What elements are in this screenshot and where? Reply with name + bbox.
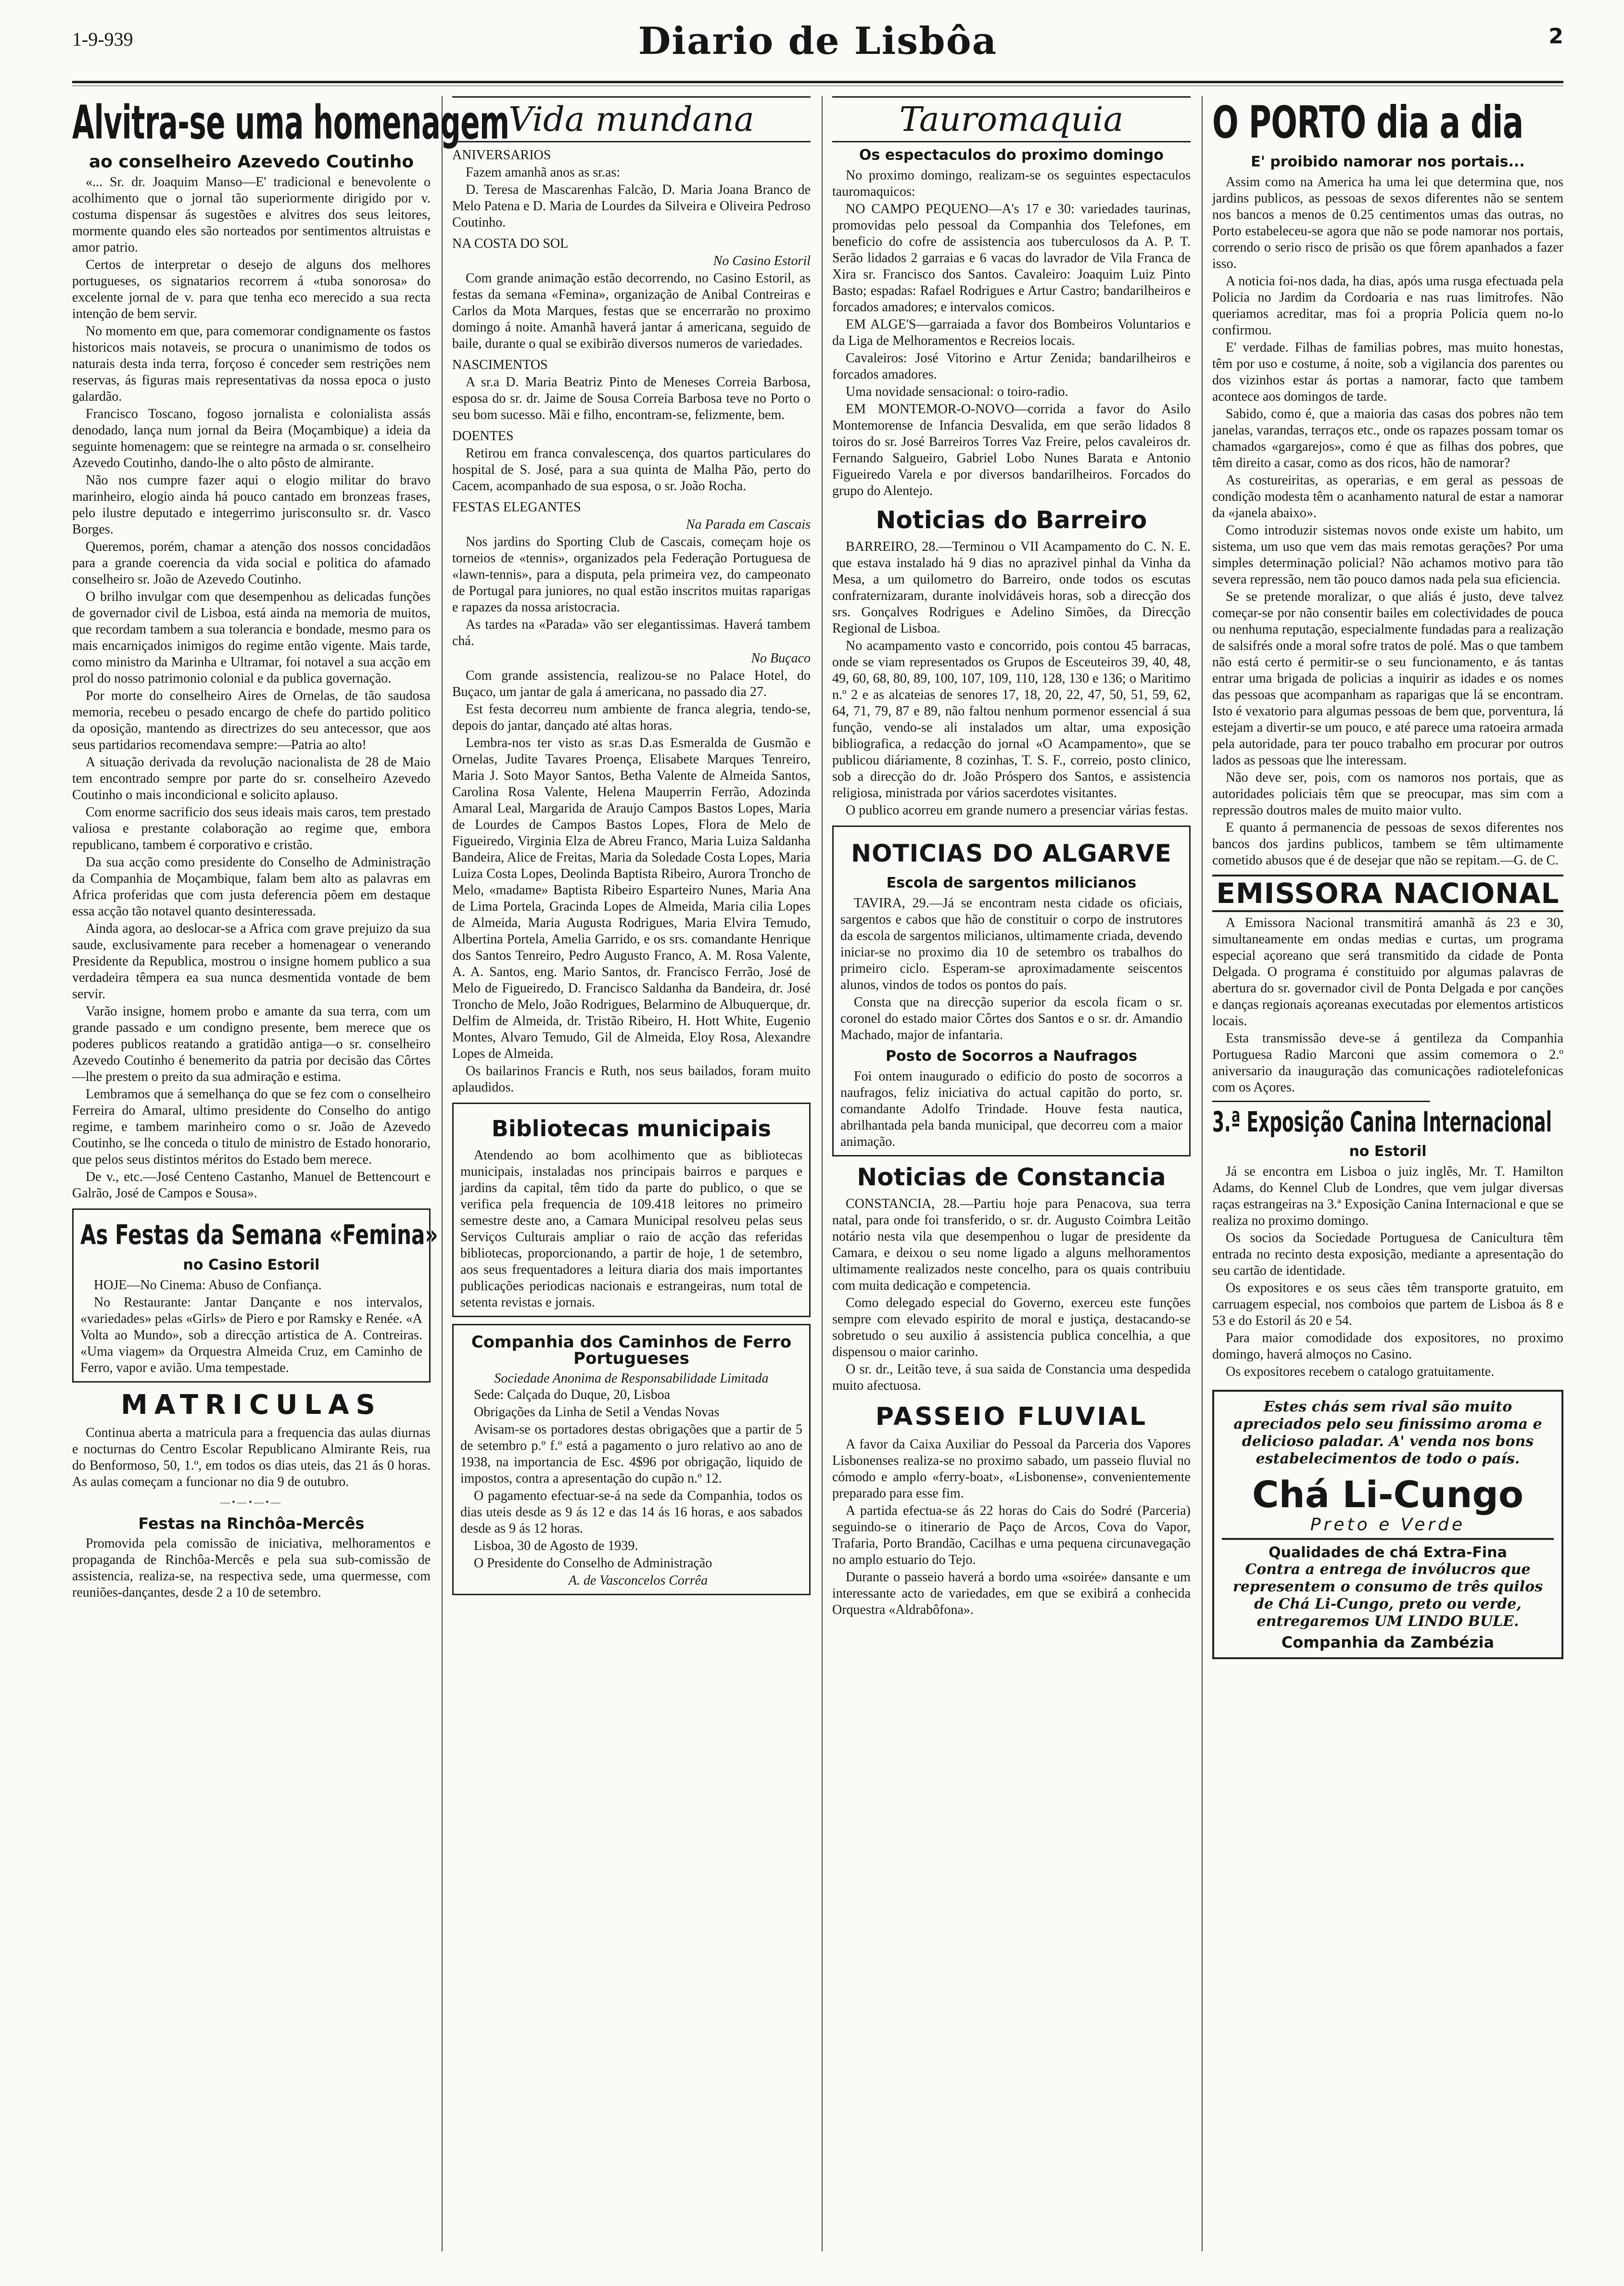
article-companhia: [460, 1387, 802, 1572]
article-tauromaquia: [832, 167, 1191, 499]
article-passeio: [832, 1436, 1191, 1618]
issue-date: 1-9-939: [72, 28, 133, 50]
paragraph: O Presidente do Conselho de Administração: [474, 1556, 712, 1571]
sections-vida-mundana: [452, 147, 811, 1096]
paragraph: Os expositores e os seus cães têm transporte gratuito, em carruagem especial, nos comboios que partem de Lisboa ás 8 e 53 e do Estoril ás 20 e 54.: [1212, 1281, 1563, 1328]
paragraph: O sr. dr., Leitão teve, á sua saida de Constancia uma despedida muito afectuosa.: [832, 1362, 1191, 1393]
headline-barreiro: Noticias do Barreiro: [875, 506, 1147, 534]
paragraph: No proximo domingo, realizam-se os seguintes espectaculos tauromaquicos:: [832, 168, 1191, 199]
page-number: 2: [1548, 24, 1563, 49]
column-3: [832, 96, 1191, 2251]
newspaper-title: Diario de Lisbôa: [638, 19, 998, 63]
paragraph: Para maior comodidade dos expositores, no proximo domingo, haverá almoços no Casino.: [1212, 1331, 1563, 1362]
headline-companhia: Companhia dos Caminhos de Ferro Portugueses: [471, 1333, 792, 1368]
paragraph: E quanto á permanencia de pessoas de sexos diferentes nos bancos dos jardins publicos, tambem se têm ultimamente cometido abusos que é de desejar que não se repitam.—G. de C.: [1212, 820, 1563, 868]
headline-matriculas: MATRICULAS: [121, 1389, 382, 1421]
paragraph: No Restaurante: Jantar Dançante e nos intervalos, «variedades» pelas «Girls» de Piero e por Ramsky e Renée. «A Volta ao Mundo», sob a direcção artistica de A. Contreiras. «Uma viagem» da Orquestra Almeida Cruz, em Caminho de Ferro, vapor e avião. Uma tempestade.: [80, 1295, 422, 1375]
masthead-rule: [72, 81, 1563, 83]
separator: —•—•—•—: [220, 1497, 282, 1508]
column-divider: [822, 96, 823, 2251]
paragraph: O pagamento efectuar-se-á na sede da Companhia, todos os dias uteis desde as 9 ás 12 e das 14 ás 16 horas, e aos sabados desde as 9 ás 12 horas.: [460, 1488, 802, 1536]
article-bibliotecas: Atendendo ao bom acolhimento que as bibliotecas municipais, instaladas nos principais bairros e parques e jardins da capital, têm tido da parte do publico, o que se verifica pela frequencia de 109.418 leitores no primeiro semestre deste ano, a Camara Municipal resolveu pelas seus Serviços Culturais ampliar o raio de acção das referidas bibliotecas, proporcionando, a partir de hoje, 1 de setembro, aos seus frequentadores a leitura diaria dos mais importantes publicações periodicas nacionais e estrangeiras, num total de setenta revistas e jornais.: [460, 1148, 802, 1310]
paragraph: A sr.a D. Maria Beatriz Pinto de Meneses Correia Barbosa, esposa do sr. dr. Jaime de Sousa Correia Barbosa teve no Porto o seu bom sucesso. Mãi e filho, encontram-se, felizmente, bem.: [452, 375, 811, 422]
paragraph: A favor da Caixa Auxiliar do Pessoal da Parceria dos Vapores Lisbonenses realiza-se no proximo sabado, um passeio fluvial no cómodo e amplo «ferry-boat», «Lisbonense», convenientemente preparado para esse fim.: [832, 1437, 1191, 1501]
page-body: [72, 96, 1563, 2261]
paragraph: Com grande assistencia, realizou-se no Palace Hotel, do Buçaco, um jantar de gala á americana, no passado dia 27.: [452, 668, 811, 699]
paragraph: A noticia foi-nos dada, ha dias, após uma rusga efectuada pela Policia no Jardim da Cordoaria e nas ruas limitrofes. Não queriamos acreditar, mas foi a propria Policia quem no-lo confirmou.: [1212, 274, 1563, 338]
paragraph: Assim como na America ha uma lei que determina que, nos jardins publicos, as pessoas de sexos diferentes não se sentem nos bancos a menos de 0.25 centimentos umas das outras, no Porto estabeleceu-se agora que não se pode namorar nos portais, correndo o serio risco de prisão os que fôrem apanhados a fazer isso.: [1212, 175, 1563, 271]
paragraph: As tardes na «Parada» vão ser elegantissimas. Haverá tambem chá.: [452, 617, 811, 648]
paragraph: Por morte do conselheiro Aires de Ornelas, de tão saudosa memoria, recebeu o pesado encargo de chefe do partido politico da oposição, mantendo as directrizes do seu antecessor, que aos seus partidarios recomendava sempre:—Patria ao alto!: [72, 688, 431, 752]
subhead-companhia: Sociedade Anonima de Responsabilidade Limitada: [494, 1371, 769, 1386]
box-festas-femina: [72, 1208, 438, 1383]
paragraph: Da sua acção como presidente do Conselho de Administração da Companhia de Moçambique, falam bem alto as palavras em Africa proferidas que com justa deferencia põem em destaque essa acção tão notavel quanto desinteressada.: [72, 855, 431, 919]
column-divider: [1202, 96, 1203, 2251]
headline-constancia: Noticias de Constancia: [857, 1163, 1166, 1191]
box-algarve: [832, 826, 1191, 1156]
paragraph: Os bailarinos Francis e Ruth, nos seus bailados, foram muito aplaudidos.: [452, 1064, 811, 1095]
paragraph: A situação derivada da revolução nacionalista de 28 de Maio tem encontrado sempre por parte do sr. conselheiro Azevedo Coutinho o mais incondicional e solicito aplauso.: [72, 755, 431, 802]
subhead-porto: E' proibido namorar nos portais...: [1251, 153, 1525, 170]
paragraph: Francisco Toscano, fogoso jornalista e colonialista assás denodado, lança num jornal da Beira (Moçambique) a ideia da seguinte homenagem: que se reintegre na armada o sr. conselheiro Azevedo Coutinho, dando-lhe o alto pôsto de almirante.: [72, 406, 431, 470]
headline-rinchoa: Festas na Rinchôa-Mercês: [138, 1514, 365, 1533]
article-rinchoa: Promovida pela comissão de iniciativa, melhoramentos e propaganda de Rinchôa-Mercês e pela sua sub-comissão de assistencia, realiza-se, na respectiva sede, uma quermesse, com reuniões-dançantes, desde 2 a 10 de setembro.: [72, 1536, 431, 1600]
paragraph: Os socios da Sociedade Portuguesa de Canicultura têm entrada no recinto desta exposição, mediante a apresentação do seu cartão de identidade.: [1212, 1231, 1563, 1278]
advert-offer: Contra a entrega de invólucros que representem o consumo de três quilos de Chá Li-Cungo, preto ou verde, entregaremos UM LINDO BULE.: [1232, 1561, 1543, 1630]
paragraph: Cavaleiros: José Vitorino e Artur Zenida; bandarilheiros e forcados amadores.: [832, 351, 1191, 382]
column-2: [452, 96, 811, 2251]
paragraph: Já se encontra em Lisboa o juiz inglês, Mr. T. Hamilton Adams, do Kennel Club de Londres, que vem julgar diversas raças estrangeiras na 3.ª Exposição Canina Internacional e que se realiza no proximo domingo.: [1212, 1164, 1563, 1228]
paragraph: A Emissora Nacional transmitirá amanhã ás 23 e 30, simultaneamente em ondas medias e curtas, um programa especial açoreano que será transmitido da cidade de Ponta Delgada. O programa é constituido por algumas palavras de abertura do sr. governador civil de Ponta Delgada e por canções e danças regionais açoreanas executadas por elementos artisticos locais.: [1212, 915, 1563, 1029]
headline-porto: O PORTO dia a dia: [1212, 97, 1523, 148]
paragraph: Como delegado especial do Governo, exerceu este funções sempre com elevado espirito de moral e justiça, destacando-se sobretudo o seu auxilio á assistencia publica concelhia, a que dispensou o maior carinho.: [832, 1295, 1191, 1359]
section-title: ANIVERSARIOS: [452, 148, 551, 163]
paragraph: Obrigações da Linha de Setil a Vendas Novas: [474, 1405, 720, 1420]
headline-posto: Posto de Socorros a Naufragos: [886, 1048, 1137, 1065]
section-dateline: Na Parada em Cascais: [686, 517, 811, 532]
headline-festas-femina: As Festas da Semana «Femina»: [80, 1219, 438, 1251]
paragraph: Varão insigne, homem probo e amante da sua terra, com um grande passado e um condigno presente, bem merece que os poderes publicos reatando a gratidão antiga—o sr. conselheiro Azevedo Coutinho é benemerito da patria por decisão das Côrtes—lhe prestem o preito da sua admiração e estima.: [72, 1004, 431, 1084]
paragraph: Retirou em franca convalescença, dos quartos particulares do hospital de S. José, para a sua quinta de Malha Pão, perto do Cacem, acompanhado de sua esposa, o sr. João Rocha.: [452, 446, 811, 494]
paragraph: D. Teresa de Mascarenhas Falcão, D. Maria Joana Branco de Melo Patena e D. Maria de Lourdes da Silveira e Oliveira Pedroso Coutinho.: [452, 182, 811, 230]
article-canina: [1212, 1164, 1563, 1380]
paragraph: Lembra-nos ter visto as sr.as D.as Esmeralda de Gusmão e Ornelas, Judite Tavares Proença, Elisabete Marques Tenreiro, Maria J. Soto Mayor Santos, Betha Valente de Almeida Santos, Carolina Rosa Valente, Helena Mauperrin Ferrão, Adozinda Amaral Leal, Margarida de Araujo Campos Bastos Lopes, Maria de Lourdes de Campos Bastos Lopes, Flora de Melo de Figueiredo, Virginia Elza de Abreu Franco, Maria Luiza Saldanha Bandeira, Alice de Freitas, Maria da Soledade Costa Lopes, Maria Luiza Costa Lopes, Deolinda Baptista Ribeiro, Aurora Troncho de Melo, «madame» Baptista Ribeiro Esparteiro Nunes, Maria Ana de Lima Portela, Gracinda Lopes de Almeida, Maria cilia Lopes de Almeida, Maria Augusta Rodrigues, Maria Elvira Temudo, Albertina Portela, Amelia Garrido, e os srs. comandante Henrique dos Santos Tenreiro, Pedro Augusto Franco, A. M. Rosa Valente, A. A. Santos, eng. Mario Santos, dr. Francisco Ferrão, José de Melo de Figueiredo, D. Francisco Saldanha da Bandeira, dr. José Troncho de Melo, João Rodrigues, Belarmino de Albuquerque, dr. Delfim de Almeida, dr. Tristão Ribeiro, H. Hott White, Eugenio Montes, Alvaro Temudo, Gil de Almeida, Eloy Rosa, Alexandre Lopes de Almeida.: [452, 736, 811, 1061]
article-emissora: [1212, 915, 1563, 1096]
subhead-homenagem: ao conselheiro Azevedo Coutinho: [89, 152, 414, 172]
headline-canina: 3.ª Exposição Canina Internacional: [1212, 1101, 1430, 1139]
paragraph: Fazem amanhã anos as sr.as:: [466, 165, 621, 180]
paragraph: Os expositores recebem o catalogo gratuitamente.: [1226, 1364, 1495, 1379]
paragraph: Não nos cumpre fazer aqui o elogio militar do bravo marinheiro, elogio ainda há pouco cantado em bronzeas frases, pelo ilustre deputado e integerrimo jurisconsulto sr. dr. Vasco Borges.: [72, 473, 431, 537]
article-posto: Foi ontem inaugurado o edificio do posto de socorros a naufragos, feliz iniciativa do actual capitão do porto, sr. comandante Adolfo Trindade. Houve festa nautica, abrilhantada pela banda municipal, que decorreu com a maior animação.: [840, 1069, 1182, 1149]
subhead-algarve: Escola de sargentos milicianos: [886, 875, 1137, 891]
advert-divider: [1222, 1538, 1554, 1540]
headline-tauromaquia: Tauromaquia: [832, 96, 1191, 142]
paragraph: CONSTANCIA, 28.—Partiu hoje para Penacova, sua terra natal, para onde foi transferido, o sr. dr. Augusto Coimbra Leitão notário nesta vila que desempenhou o lugar de presidente da Camara, e deixou o seu nome ligado a alguns melhoramentos ultimamente realizados neste concelho, para os quais contribuiu com muita dedicação e competencia.: [832, 1196, 1191, 1293]
paragraph: As costureiritas, as operarias, e em geral as pessoas de condição modesta têm o acanhamento natural de estar a namorar da «janela abaixo».: [1212, 473, 1563, 521]
paragraph: «... Sr. dr. Joaquim Manso—E' tradicional e benevolente o acolhimento que o jornal tão superiormente dirigido por v. costuma dispensar ás sugestões e alvitres dos seus leitores, mormente quando eles são norteados por sentimentos altruistas e amor patrio.: [72, 175, 431, 255]
paragraph: Como introduzir sistemas novos onde existe um habito, um sistema, um uso que vem das mais remotas gerações? Por uma simples determinação policial? Não achamos motivo para tão severa repressão, nem tão pouco damos nada pela sua eficiencia.: [1212, 523, 1563, 587]
paragraph: Nos jardins do Sporting Club de Cascais, começam hoje os torneios de «tennis», organizados pela Federação Portuguesa de «lawn-tennis», para a disputa, pela primeira vez, do campeonato de Portugal para juniores, no qual estão inscritos muitas raparigas e rapazes da nossa aristocracia.: [452, 534, 811, 615]
paragraph: HOJE—No Cinema: Abuso de Confiança.: [94, 1278, 322, 1293]
paragraph: No momento em que, para comemorar condignamente os fastos historicos mais notaveis, se procura o unanimismo de todos os naturais desta inda terra, forçoso é conceder sem restrições nem reservas, ás figuras mais representativas da nossa epoca o justo galardão.: [72, 324, 431, 404]
advert-quality: Qualidades de chá Extra-Fina: [1269, 1544, 1507, 1561]
paragraph: Se se pretende moralizar, o que aliás é justo, deve talvez começar-se por não consentir bailes em colectividades de pouca ou nenhuma reputação, especialmente fundadas para a realização de salsifrés onde a moral sofre tratos de polé. Mas o que tambem não está certo é permitir-se o seu funcionamento, e ás tantas entrar uma brigada de policias a inquirir as idades e os nomes das pessoas que acompanham as raparigas que lá se encontram. Isto é vexatorio para algumas pessoas de bem que, porventura, lá estejam a divertir-se um pouco, e até parece uma ratoeira armada pela autoridade, para ter pouco trabalho em procurar por outros lados as pessoas que lhe interessam.: [1212, 589, 1563, 768]
paragraph: No acampamento vasto e concorrido, pois contou 45 barracas, onde se viam representados os Grupos de Esceuteiros 39, 40, 48, 49, 60, 68, 80, 89, 100, 107, 109, 110, 128, 130 e 136; o Maritimo n.º 2 e as alcateias de senores 17, 18, 20, 22, 47, 50, 51, 59, 62, 64, 71, 79, 87 e 89, não faltou nenhum pormenor essencial á sua função, vendo-se ali instalados um altar, uma exposição bibliografica, a redacção do jornal «O Acampamento», que se publicou diáriamente, 8 cozinhas, T. S. F., correio, posto clinico, sob a direcção do dr. João Próspero dos Santos, e assistencia religiosa, ministrada por vários sacerdotes visitantes.: [832, 638, 1191, 800]
paragraph: A partida efectua-se ás 22 horas do Cais do Sodré (Parceria) seguindo-se o itinerario de Paço de Arcos, Cova do Vapor, Trafaria, Porto Brandão, Cacilhas e uma pequena circunavegação no amplo estuario do Tejo.: [832, 1503, 1191, 1567]
paragraph: O brilho invulgar com que desempenhou as delicadas funções de governador civil de Lisboa, está ainda na memoria de muitos, que recordam tambem a sua tolerancia e bondade, mesmo para os mais encarniçados inimigos do regime então vigente. Mais tarde, como ministro da Marinha e Ultramar, foi notavel a sua acção em prol do nosso patrimonio colonial e da publica governação.: [72, 589, 431, 686]
paragraph: Consta que na direcção superior da escola ficam o sr. coronel do estado maior Côrtes dos Santos e o sr. dr. Amandio Machado, major de infantaria.: [840, 995, 1182, 1042]
paragraph: Sede: Calçada do Duque, 20, Lisboa: [474, 1387, 671, 1402]
advert-brand: Chá Li-Cungo: [1252, 1473, 1524, 1516]
section-dateline: No Buçaco: [751, 651, 811, 666]
paragraph: TAVIRA, 29.—Já se encontram nesta cidade os oficiais, sargentos e cabos que hão de constituir o corpo de instrutores da escola de sargentos milicianos, ultimamente criada, devendo iniciar-se no proximo dia 10 de setembro os trabalhos do primeiro ciclo. Esperam-se aproximadamente seiscentos alunos, vindos de todos os pontos do país.: [840, 896, 1182, 992]
paragraph: Lisboa, 30 de Agosto de 1939.: [474, 1538, 638, 1553]
subhead-tauromaquia: Os espectaculos do proximo domingo: [859, 147, 1164, 164]
subhead-canina: no Estoril: [1349, 1143, 1427, 1160]
paragraph: Est festa decorreu num ambiente de franca alegria, tendo-se, depois do jantar, dançado até altas horas.: [452, 702, 811, 733]
subhead-festas-femina: no Casino Estoril: [183, 1257, 320, 1273]
paragraph: Avisam-se os portadores destas obrigações que a partir de 5 de setembro p.º f.º está a pagamento o juro relativo ao ano de 1938, na importancia de Esc. 4$96 por obrigação, liquido de impostos, contra a apresentação do cupão n.º 12.: [460, 1422, 802, 1486]
paragraph: EM ALGE'S—garraiada a favor dos Bombeiros Voluntarios e da Liga de Melhoramentos e Recreios locais.: [832, 317, 1191, 348]
paragraph: Lembramos que á semelhança do que se fez com o conselheiro Ferreira do Amaral, ultimo presidente do Conselho do antigo regime, e tambem marinheiro como o sr. João de Azevedo Coutinho, se lhe conceda o titulo de ministro de Estado honorario, que pelos seus distintos méritos do Estado bem merece.: [72, 1087, 431, 1167]
paragraph: Não deve ser, pois, com os namoros nos portais, que as autoridades policiais têm que se preocupar, mas sim com a repressão doutros males de muito maior vulto.: [1212, 770, 1563, 818]
paragraph: Com enorme sacrificio dos seus ideais mais caros, tem prestado valiosa e prestante colaboração ao regime que, embora republicano, tambem é corporativo e cristão.: [72, 805, 431, 852]
headline-emissora: EMISSORA NACIONAL: [1212, 875, 1563, 912]
paragraph: Certos de interpretar o desejo de alguns dos melhores portugueses, os signatarios recorrem á «tuba sonorosa» do excelente jornal de v. para que tenha eco merecido a sua recta intenção de bem servir.: [72, 257, 431, 321]
article-barreiro: [832, 539, 1191, 819]
paragraph: Esta transmissão deve-se á gentileza da Companhia Portuguesa Radio Marconi que assim comemora o 2.º aniversario da inauguração das comunicações radiotelefonicas com os Açores.: [1212, 1031, 1563, 1095]
advert-intro: Estes chás sem rival são muito apreciados pelo seu finissimo aroma e delicioso paladar. A' venda nos bons estabelecimentos de todo o país.: [1233, 1398, 1542, 1467]
headline-algarve: NOTICIAS DO ALGARVE: [851, 839, 1172, 867]
headline-vida-mundana: Vida mundana: [452, 96, 811, 142]
paragraph: Queremos, porém, chamar a atenção dos nossos concidadãos para a grande coerencia da vida social e politica do afamado conselheiro sr. João de Azevedo Coutinho.: [72, 539, 431, 587]
paragraph: O publico acorreu em grande numero a presenciar várias festas.: [846, 803, 1189, 818]
article-homenagem: [72, 174, 431, 1202]
article-constancia: [832, 1196, 1191, 1394]
paragraph: BARREIRO, 28.—Terminou o VII Acampamento do C. N. E. que estava instalado há 9 dias no aprazivel pinhal da Vinha da Mesa, a um quilometro do Barreiro, onde todos os escutas confraternizaram, durante inolvidáveis horas, sob a direcção dos srs. Gonçalves Rodrigues e Adelino Simões, da Direcção Regional de Lisboa.: [832, 539, 1191, 636]
section-title: NA COSTA DO SOL: [452, 236, 569, 251]
column-4: [1212, 96, 1563, 2251]
article-festas-femina: [80, 1277, 422, 1376]
article-matriculas: Continua aberta a matricula para a frequencia das aulas diurnas e nocturnas do Centro Escolar Republicano Almirante Reis, rua do Benformoso, 50, 1.º, em todos os dias uteis, das 21 ás 0 horas. As aulas começam a funcionar no dia 9 de outubro.: [72, 1425, 431, 1489]
box-companhia: [452, 1324, 811, 1595]
box-bibliotecas: [452, 1103, 811, 1317]
advert-brand-sub: Preto e Verde: [1310, 1515, 1466, 1535]
headline-passeio: PASSEIO FLUVIAL: [875, 1402, 1148, 1431]
article-algarve: [840, 895, 1182, 1043]
paragraph: E' verdade. Filhas de familias pobres, mas muito honestas, têm por uso e costume, á noite, sob a vigilancia dos parentes ou dos vizinhos estar ás portas a namorar, facto que tambem acontece aos domingos de tarde.: [1212, 340, 1563, 404]
section-dateline: No Casino Estoril: [713, 254, 811, 268]
paragraph: De v., etc.—José Centeno Castanho, Manuel de Bettencourt e Galrão, José de Campos e Sousa».: [72, 1169, 431, 1201]
article-porto: [1212, 174, 1563, 869]
signature-companhia: A. de Vasconcelos Corrêa: [568, 1573, 708, 1588]
section-title: FESTAS ELEGANTES: [452, 500, 581, 515]
headline-homenagem: Alvitra-se uma homenagem: [72, 96, 509, 150]
section-title: NASCIMENTOS: [452, 357, 548, 372]
masthead: [72, 19, 1563, 77]
headline-bibliotecas: Bibliotecas municipais: [491, 1116, 772, 1142]
paragraph: Uma novidade sensacional: o toiro-radio.: [846, 384, 1068, 399]
column-divider: [442, 96, 443, 2251]
advert-cha-li-cungo: [1212, 1390, 1563, 1659]
paragraph: Com grande animação estão decorrendo, no Casino Estoril, as festas da semana «Femina», organização de Anibal Contreiras e Carlos da Mota Marques, festas que se encerrarão no proximo domingo á noite. Amanhã haverá jantar á americana, seguido de baile, durante o qual se exibirão diversos numeros de variedades.: [452, 271, 811, 351]
paragraph: NO CAMPO PEQUENO—A's 17 e 30: variedades taurinas, promovidas pelo pessoal da Companhia dos Telefones, em beneficio do cofre de assistencia aos tuberculosos da A. P. T. Serão lidados 2 garraias e 6 vacas do lavrador de Vila Franca de Xira sr. Francisco dos Santos. Cavaleiro: Joaquim Luiz Pinto Basto; espadas: Rafael Rodrigues e Artur Castro; bandarilheiros e forcados amadores; e intervalos comicos.: [832, 202, 1191, 315]
section-title: DOENTES: [452, 429, 514, 444]
advert-company: Companhia da Zambézia: [1281, 1633, 1495, 1651]
paragraph: EM MONTEMOR-O-NOVO—corrida a favor do Asilo Montemorense de Infancia Desvalida, em que serão lidados 8 toiros do sr. José Barreiros Torres Vaz Freire, pelos cavaleiros dr. Fernando Salgueiro, Gabriel Lobo Nunes Barata e Antonio Figueiredo Varela e por diversos bandarilheiros. Forcados do grupo do Alentejo.: [832, 402, 1191, 498]
paragraph: Durante o passeio haverá a bordo uma «soirée» dansante e um interessante acto de variedades, em que se exibirá a conhecida Orquestra «Aldrabôfona».: [832, 1570, 1191, 1617]
paragraph: Sabido, como é, que a maioria das casas dos pobres não tem janelas, varandas, terraços etc., onde os rapazes possam tomar os chamados «gargarejos», como é que as filhas dos pobres, que têm direito a casar, como as dos ricos, hão de namorar?: [1212, 406, 1563, 470]
paragraph: Ainda agora, ao deslocar-se a Africa com grave prejuizo da sua saude, exclusivamente para receber a homenagear o venerando Presidente da Republica, mostrou o insigne homem publico a sua verdadeira têmpera ea sua nunca desmentida vontade de bem servir.: [72, 921, 431, 1002]
